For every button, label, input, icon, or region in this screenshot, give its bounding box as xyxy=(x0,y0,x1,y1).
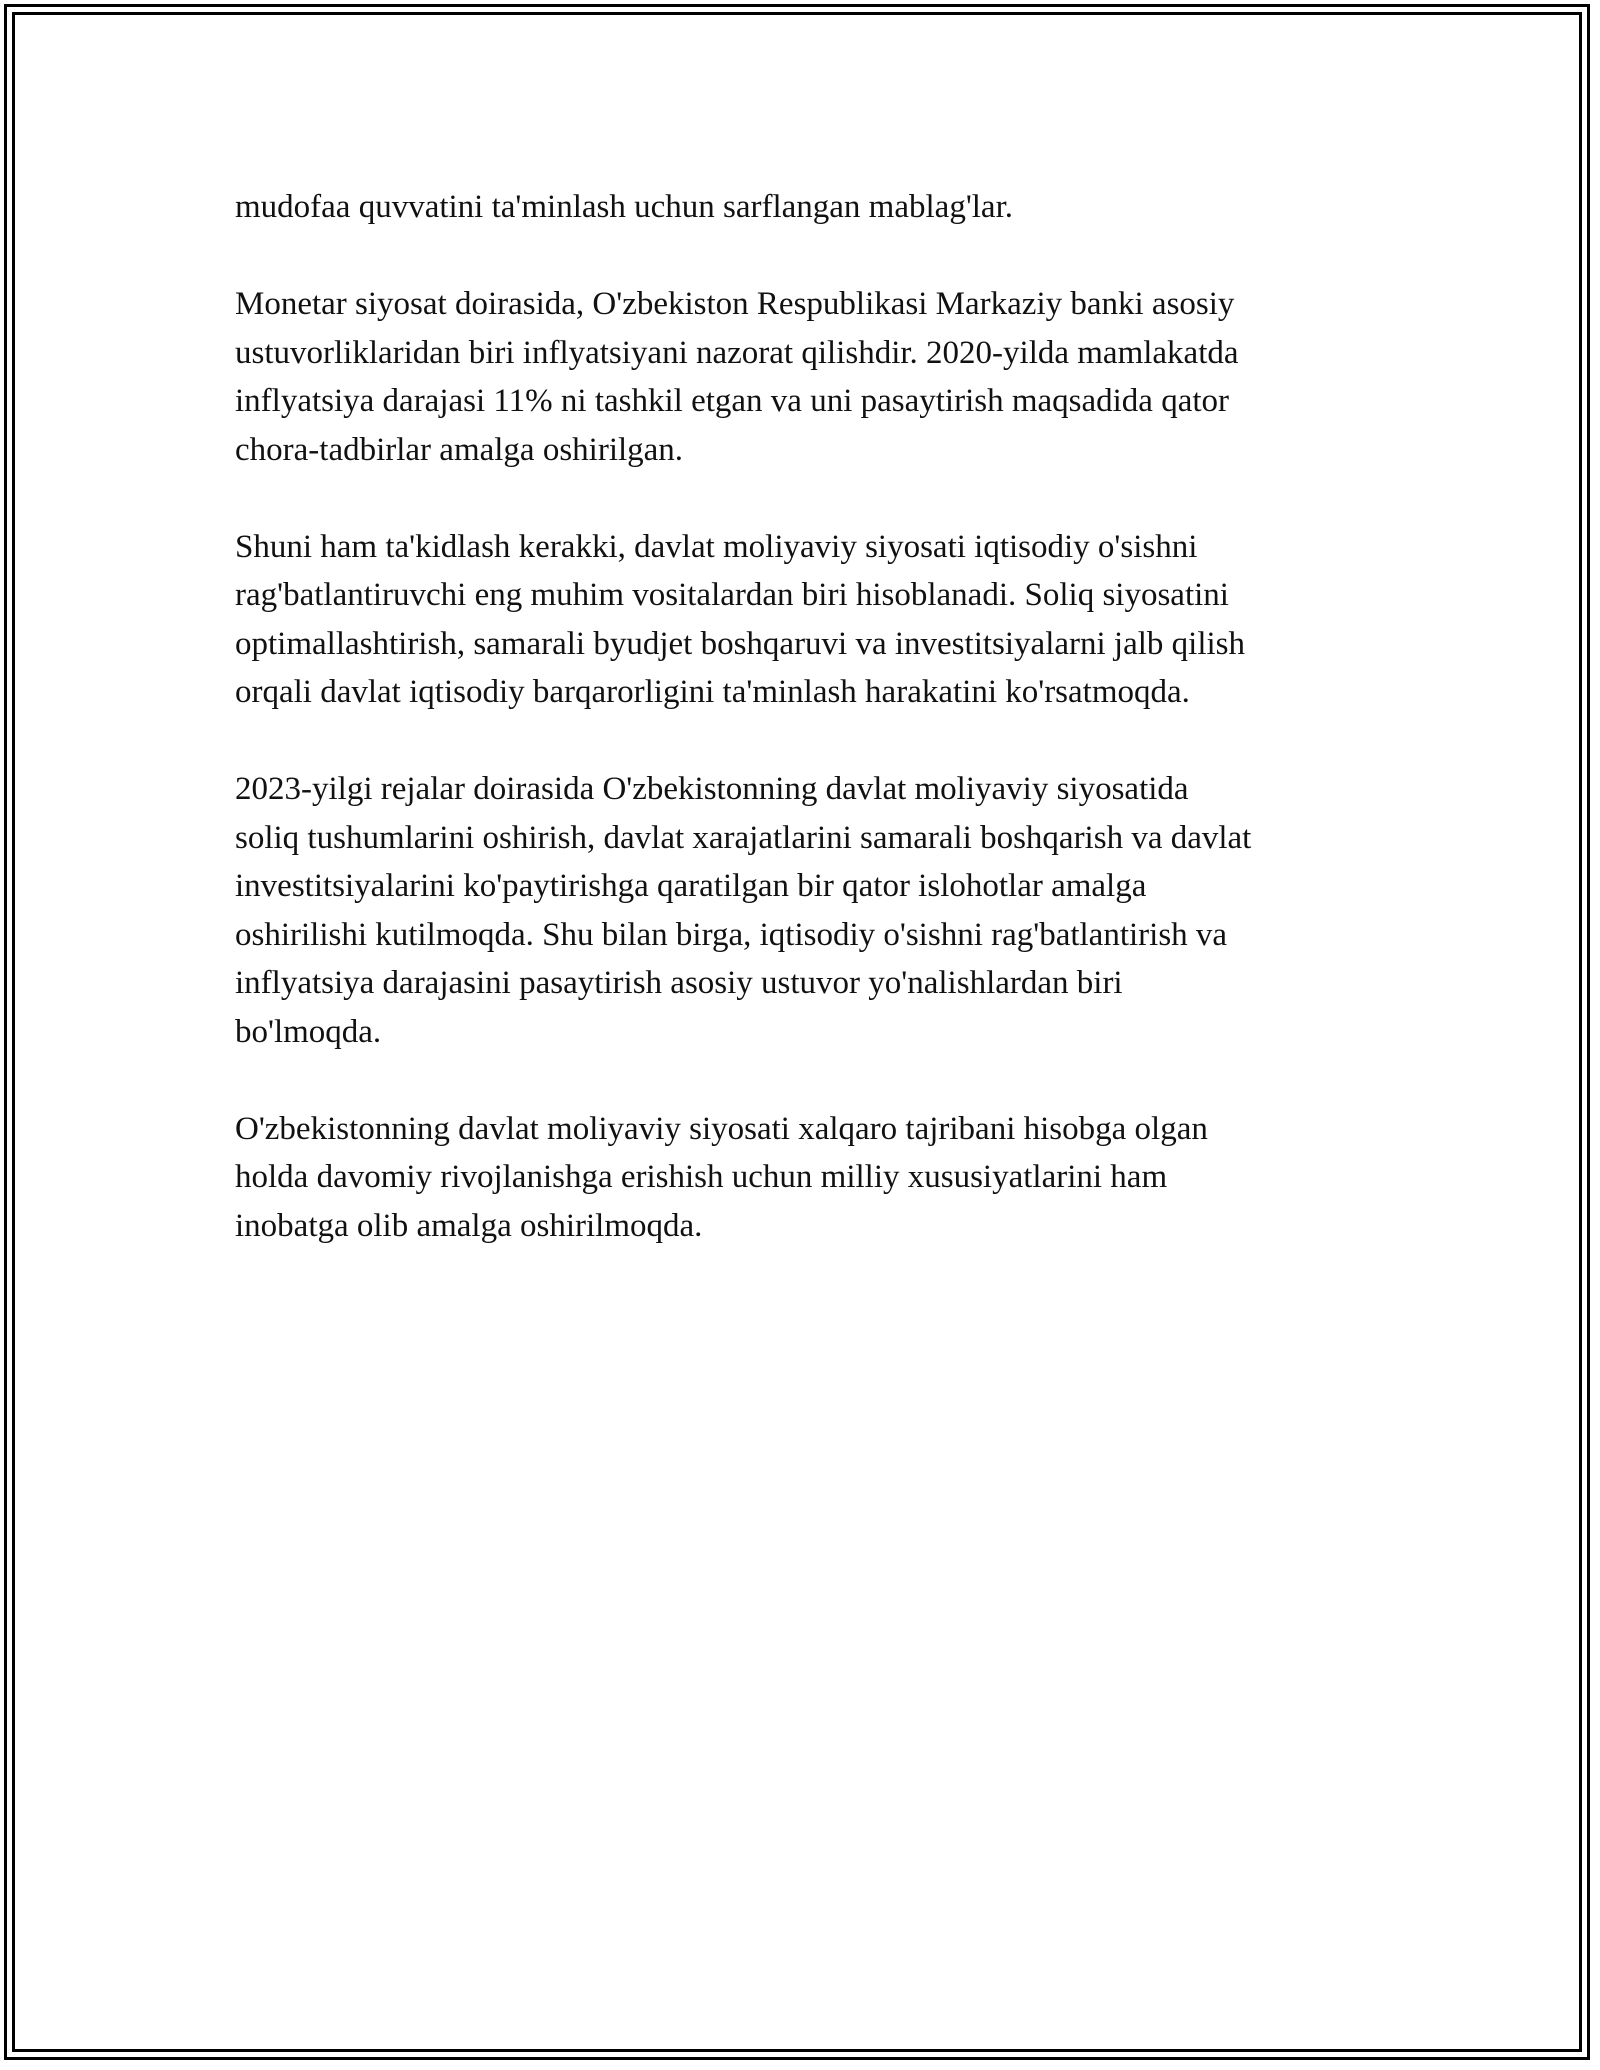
paragraph-defense-spending: mudofaa quvvatini ta'minlash uchun sarflangan mablag'lar. xyxy=(235,189,1013,225)
document-body xyxy=(235,183,1385,1299)
paragraph-2023-plans: 2023-yilgi rejalar doirasida O'zbekistonning davlat moliyaviy siyosatida soliq tushumlarini oshirish, davlat xarajatlarini samarali boshqarish va davlat investitsiyalarini ko'paytirishga qaratilgan bir qator islohotlar amalga oshirilishi kutilmoqda. Shu bilan birga, iqtisodiy o'sishni rag'batlantirish va inflyatsiya darajasini pasaytirish asosiy ustuvor yo'nalishlardan biri bo'lmoqda. xyxy=(235,771,1252,1050)
paragraph-monetary-policy: Monetar siyosat doirasida, O'zbekiston Respublikasi Markaziy banki asosiy ustuvorliklaridan biri inflyatsiyani nazorat qilishdir. 2020-yilda mamlakatda inflyatsiya darajasi 11% ni tashkil etgan va uni pasaytirish maqsadida qator chora-tadbirlar amalga oshirilgan. xyxy=(235,286,1239,468)
paragraph-fiscal-policy-growth: Shuni ham ta'kidlash kerakki, davlat moliyaviy siyosati iqtisodiy o'sishni rag'batlantiruvchi eng muhim vositalardan biri hisoblanadi. Soliq siyosatini optimallashtirish, samarali byudjet boshqaruvi va investitsiyalarni jalb qilish orqali davlat iqtisodiy barqarorligini ta'minlash harakatini ko'rsatmoqda. xyxy=(235,528,1245,710)
paragraph-international-experience: O'zbekistonning davlat moliyaviy siyosati xalqaro tajribani hisobga olgan holda davomiy rivojlanishga erishish uchun milliy xususiyatlarini ham inobatga olib amalga oshirilmoqda. xyxy=(235,1110,1208,1244)
